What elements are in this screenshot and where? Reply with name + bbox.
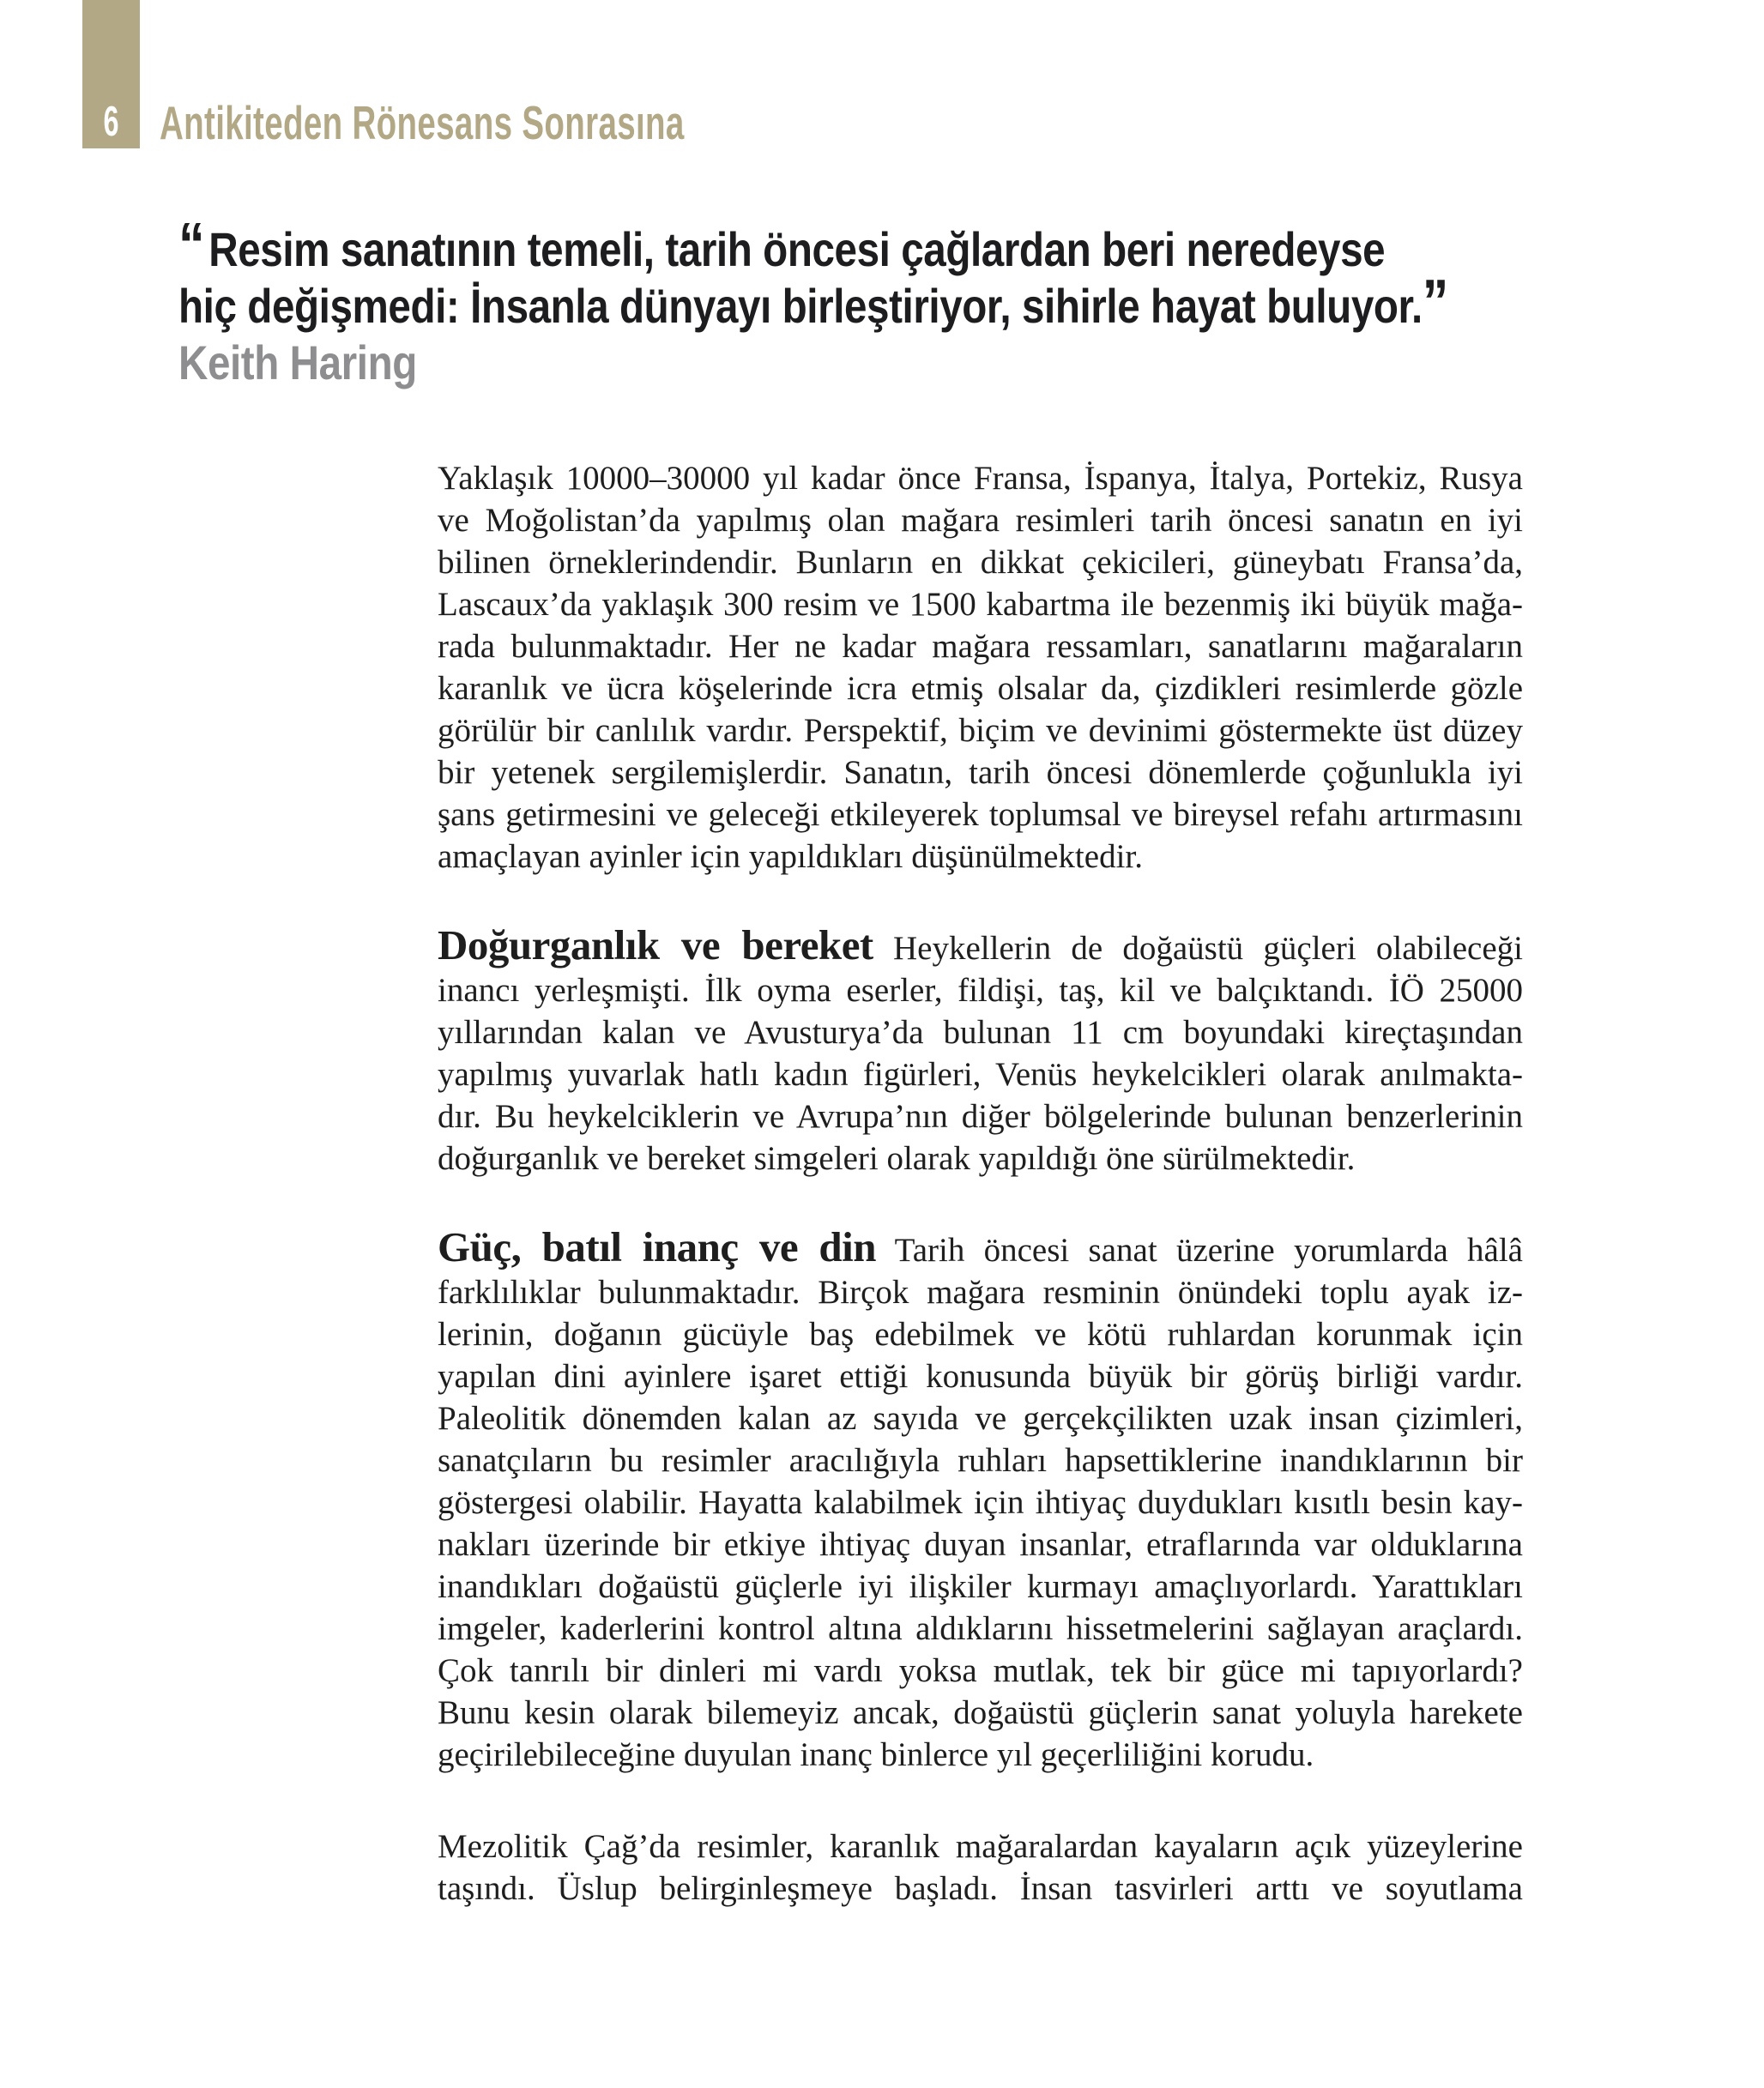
section-heading: Doğurganlık ve bereket [438, 921, 873, 969]
quote-line [178, 211, 1418, 280]
text-line: imgeler, kaderlerini kontrol altına aldıklarını hissetmelerini sağlayan araçlardı. [438, 1610, 1523, 1647]
text-line: Bunu kesin olarak bilemeyiz ancak, doğaüstü güçlerin sanat yoluyla harekete [438, 1694, 1523, 1731]
text-line: göstergesi olabilir. Hayatta kalabilmek için ihtiyaç duydukları kısıtlı besin kay- [438, 1484, 1523, 1521]
text-line: bilinen örneklerindendir. Bunların en dikkat çekicileri, güneybatı Fransa’da, [438, 544, 1523, 581]
text-line: dır. Bu heykelciklerin ve Avrupa’nın diğer bölgelerinde bulunan benzerlerinin [438, 1098, 1523, 1135]
paragraph [438, 457, 1523, 878]
text-line: yapılan dini ayinlere işaret ettiği konusunda büyük bir görüş birliği vardır. [438, 1358, 1523, 1395]
quote-attribution: Keith Haring [178, 335, 417, 389]
text-line: Lascaux’da yaklaşık 300 resim ve 1500 kabartma ile bezenmiş iki büyük mağa- [438, 586, 1523, 623]
text-line: amaçlayan ayinler için yapıldıkları düşünülmektedir. [438, 838, 1143, 875]
text-line: taşındı. Üslup belirginleşmeye başladı. İnsan tasvirleri arttı ve soyutlama [438, 1870, 1523, 1907]
text-line: inancı yerleşmişti. İlk oyma eserler, fildişi, taş, kil ve balçıktandı. İÖ 25000 [438, 972, 1523, 1009]
paragraph [438, 921, 1523, 1180]
header-accent-bar [82, 0, 140, 148]
text-line: Doğurganlık ve bereket Heykellerin de doğaüstü güçleri olabileceği [438, 921, 1523, 969]
text-line: ve Moğolistan’da yapılmış olan mağara resimleri tarih öncesi sanatın en iyi [438, 502, 1523, 539]
text-line: karanlık ve ücra köşelerinde icra etmiş olsalar da, çizdikleri resimlerde gözle [438, 670, 1523, 707]
text-line: yıllarından kalan ve Avusturya’da bulunan 11 cm boyundaki kireçtaşından [438, 1014, 1523, 1051]
text-line: doğurganlık ve bereket simgeleri olarak yapıldığı öne sürülmektedir. [438, 1140, 1356, 1177]
close-quote-mark: ” [1422, 268, 1448, 336]
text-line: Yaklaşık 10000–30000 yıl kadar önce Fransa, İspanya, İtalya, Portekiz, Rusya [438, 460, 1523, 497]
quote-line-text: hiç değişmedi: İnsanla dünyayı birleştiriyor, sihirle hayat buluyor. [178, 279, 1423, 333]
running-title: Antikiteden Rönesans Sonrasına [160, 96, 685, 149]
text-line: görülür bir canlılık vardır. Perspektif, biçim ve devinimi göstermekte üst düzey [438, 712, 1523, 749]
text-line: lerinin, doğanın gücüyle baş edebilmek ve kötü ruhlardan korunmak için [438, 1316, 1523, 1353]
text-line: Güç, batıl inanç ve din Tarih öncesi sanat üzerine yorumlarda hâlâ [438, 1223, 1523, 1270]
page-number: 6 [103, 99, 119, 145]
text-line: yapılmış yuvarlak hatlı kadın figürleri, Venüs heykelcikleri olarak anılmakta- [438, 1056, 1523, 1093]
pull-quote [178, 211, 1637, 391]
text-line: farklılıklar bulunmaktadır. Birçok mağara resminin önündeki toplu ayak iz- [438, 1274, 1523, 1311]
text-line: şans getirmesini ve geleceği etkileyerek toplumsal ve bireysel refahı artırmasını [438, 796, 1523, 833]
article-body [438, 457, 1523, 1959]
text-line: Çok tanrılı bir dinleri mi vardı yoksa mutlak, tek bir güce mi tapıyorlardı? [438, 1652, 1523, 1689]
paragraph [438, 1223, 1523, 1776]
text-line: nakları üzerinde bir etkiye ihtiyaç duyan insanlar, etraflarında var olduklarına [438, 1526, 1523, 1563]
quote-line-text: Resim sanatının temeli, tarih öncesi çağlardan beri neredeyse [208, 222, 1386, 276]
quote-line [178, 268, 1448, 336]
text-line: sanatçıların bu resimler aracılığıyla ruhları hapsettiklerine inandıklarının bir [438, 1442, 1523, 1479]
section-heading: Güç, batıl inanç ve din [438, 1223, 877, 1270]
text-line: geçirilebileceğine duyulan inanç binlerce yıl geçerliliğini korudu. [438, 1736, 1314, 1773]
text-line: bir yetenek sergilemişlerdir. Sanatın, tarih öncesi dönemlerde çoğunlukla iyi [438, 754, 1523, 791]
text-line: rada bulunmaktadır. Her ne kadar mağara ressamları, sanatlarını mağaraların [438, 628, 1523, 665]
paragraph [438, 1825, 1523, 1910]
text-line: Mezolitik Çağ’da resimler, karanlık mağaralardan kayaların açık yüzeylerine [438, 1828, 1523, 1865]
text-line: inandıkları doğaüstü güçlerle iyi ilişkiler kurmayı amaçlıyorlardı. Yarattıkları [438, 1568, 1523, 1605]
open-quote-mark: “ [178, 211, 205, 280]
text-line: Paleolitik dönemden kalan az sayıda ve gerçekçilikten uzak insan çizimleri, [438, 1400, 1523, 1437]
